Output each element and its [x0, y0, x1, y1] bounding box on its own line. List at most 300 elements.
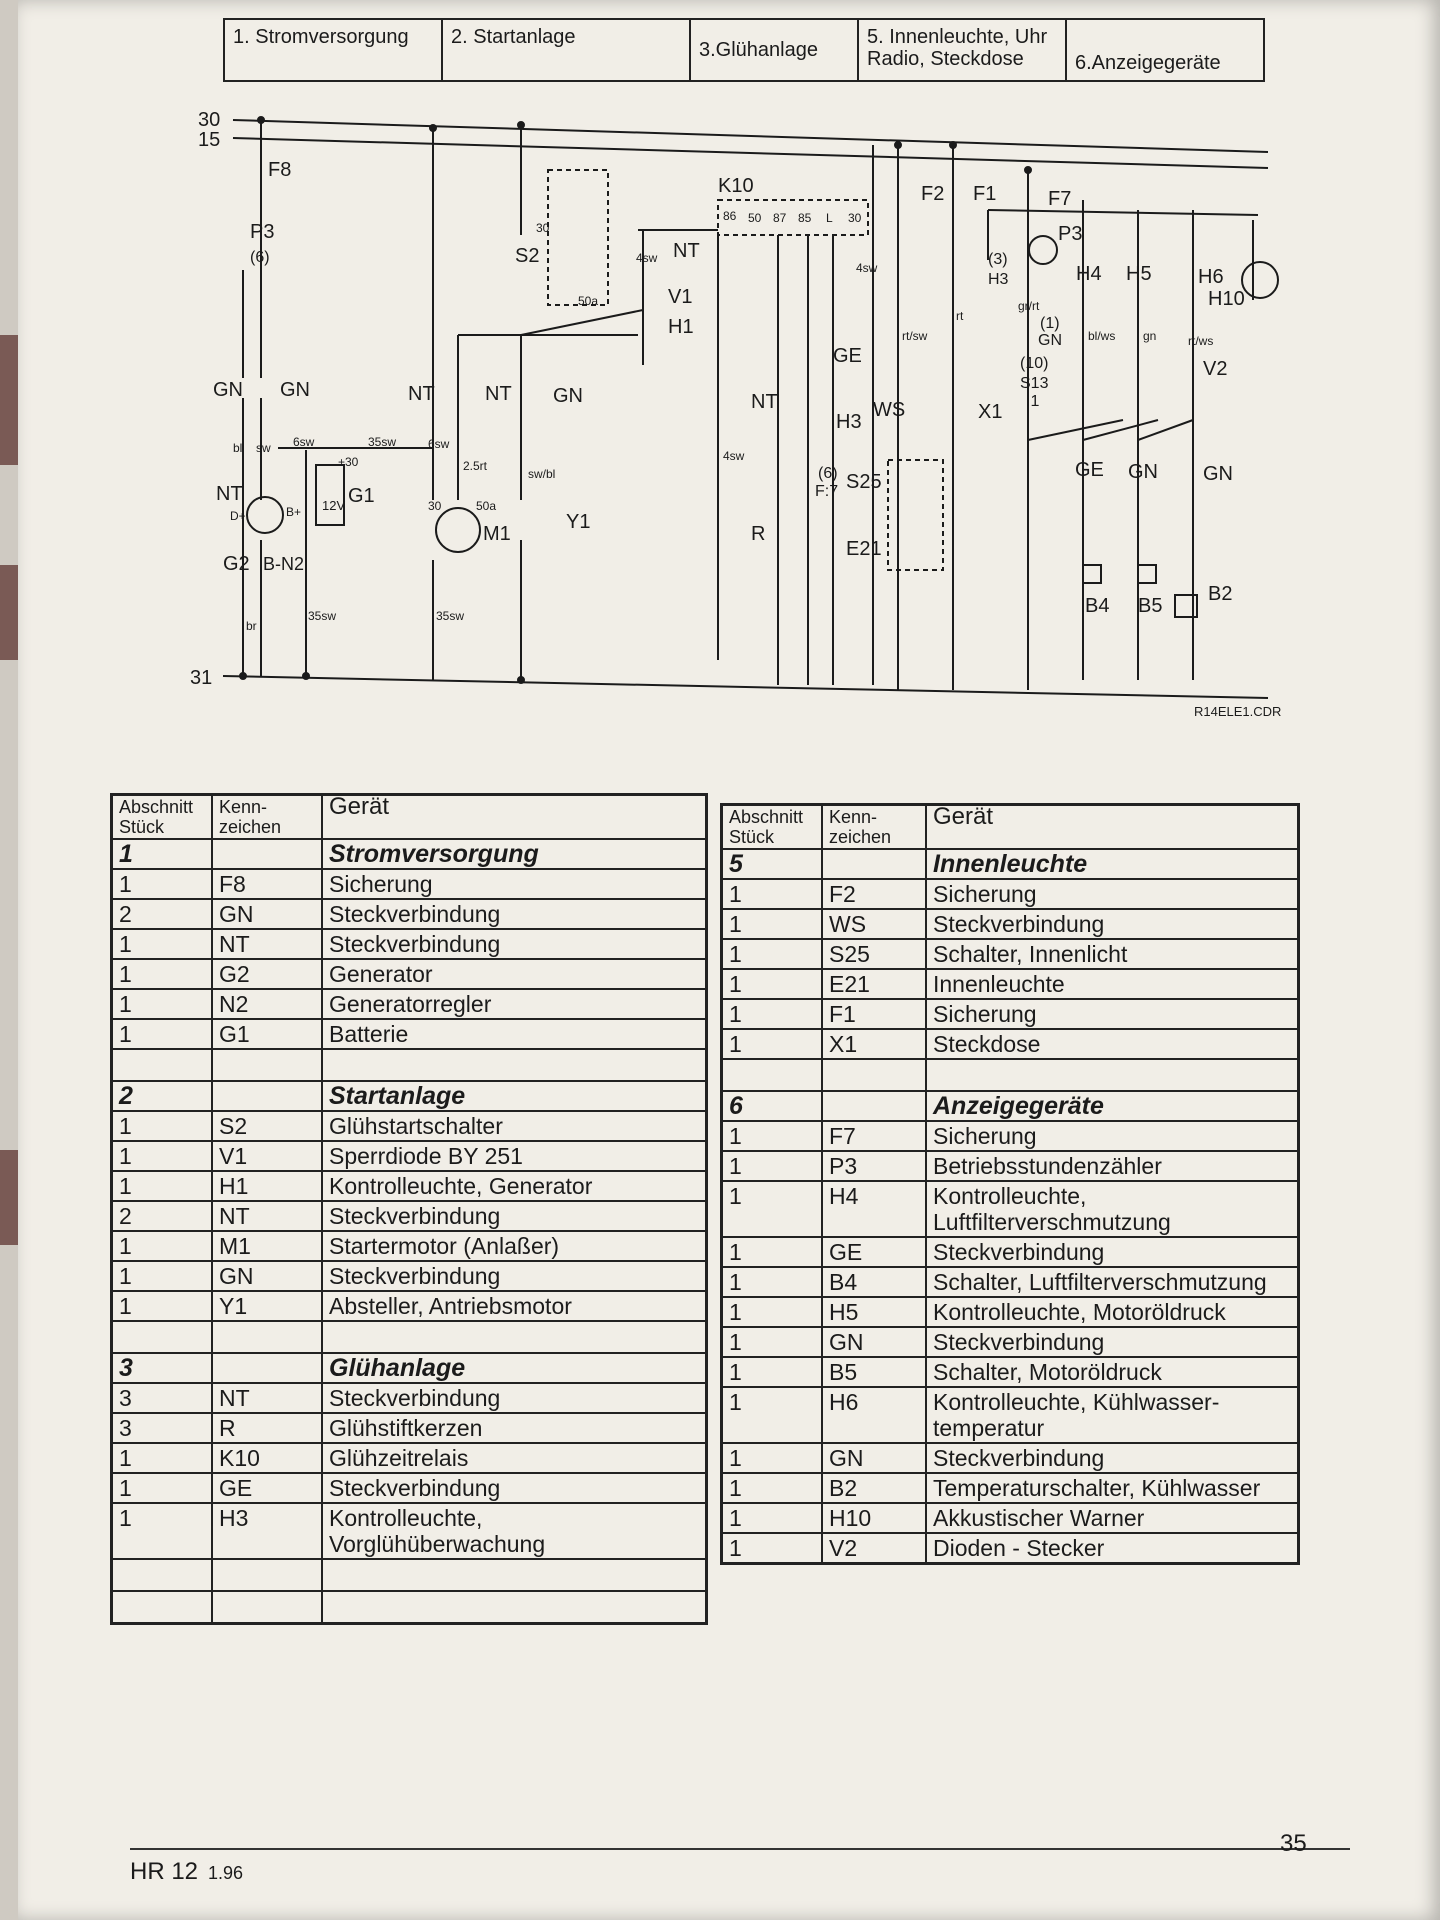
- section-number: 3: [112, 1353, 213, 1383]
- code-cell: GN: [212, 899, 322, 929]
- qty-cell: 1: [112, 989, 213, 1019]
- generator-symbol: [247, 497, 283, 533]
- table-row: [722, 1327, 1299, 1357]
- hour-meter-symbol: [1029, 236, 1057, 264]
- table-row: [722, 939, 1299, 969]
- section-title: Glühanlage: [322, 1353, 707, 1383]
- label-k10: K10: [718, 175, 754, 197]
- table-row: [722, 1267, 1299, 1297]
- wiring-diagram: [18, 0, 1440, 730]
- device-cell: Innenleuchte: [926, 969, 1299, 999]
- qty-cell: 1: [722, 969, 823, 999]
- label-g1: G1: [348, 485, 375, 507]
- code-cell: F2: [822, 879, 926, 909]
- qty-cell: 1: [112, 1443, 213, 1473]
- device-cell: Steckverbindung: [926, 1237, 1299, 1267]
- label-b4: B4: [1085, 595, 1110, 617]
- label-n2: B-N2: [263, 554, 305, 574]
- label-h3-b: H3: [988, 271, 1009, 288]
- code-cell: K10: [212, 1443, 322, 1473]
- label-f7: F7: [1048, 188, 1072, 210]
- header-section-6: 6.Anzeigegeräte: [1066, 19, 1264, 81]
- table-row: [112, 1231, 707, 1261]
- label-b2: B2: [1208, 583, 1233, 605]
- empty-cell: [322, 1559, 707, 1591]
- qty-cell: 1: [112, 1171, 213, 1201]
- label-gn-a: GN: [213, 379, 243, 401]
- qty-cell: 1: [112, 959, 213, 989]
- section-title: Stromversorgung: [322, 839, 707, 869]
- wire-k30: 30: [848, 211, 862, 225]
- empty-cell: [212, 1591, 322, 1624]
- label-s2: S2: [515, 245, 540, 267]
- table-row: [722, 1181, 1299, 1237]
- label-nt-d: NT: [673, 240, 700, 262]
- device-cell: Kontrolleuchte, Generator: [322, 1171, 707, 1201]
- section-row: [112, 1353, 707, 1383]
- rail-15-label: 15: [198, 129, 221, 151]
- qty-cell: 1: [112, 1291, 213, 1321]
- table-row: [112, 1111, 707, 1141]
- wire-50a: 50a: [476, 499, 497, 513]
- manual-page: [18, 0, 1440, 1920]
- code-cell: H10: [822, 1503, 926, 1533]
- table-row: [112, 1019, 707, 1049]
- code-cell: S2: [212, 1111, 322, 1141]
- label-b5: B5: [1138, 595, 1163, 617]
- label-s13-ratio: :1: [1026, 393, 1040, 410]
- device-cell: Kontrolleuchte, Luftfilterverschmutzung: [926, 1181, 1299, 1237]
- table-row: [112, 959, 707, 989]
- empty-cell: [112, 1049, 213, 1081]
- wire-4sw-s2: 4sw: [636, 251, 658, 265]
- table-row: [112, 1413, 707, 1443]
- table-row: [112, 1291, 707, 1321]
- label-h6: H6: [1198, 266, 1224, 288]
- device-cell: Steckverbindung: [322, 1473, 707, 1503]
- table-row: [112, 1171, 707, 1201]
- label-ws: WS: [873, 399, 906, 421]
- s2-switch-box: [548, 170, 608, 305]
- col-header-code: Kenn-zeichen: [212, 795, 322, 840]
- table-row: [722, 1533, 1299, 1564]
- header-section-2: 2. Startanlage: [442, 19, 690, 81]
- device-cell: Batterie: [322, 1019, 707, 1049]
- section-number: 1: [112, 839, 213, 869]
- qty-cell: 1: [722, 1151, 823, 1181]
- code-cell: B2: [822, 1473, 926, 1503]
- empty-row: [112, 1321, 707, 1353]
- code-cell: B5: [822, 1357, 926, 1387]
- label-s13-ref2: (10): [1020, 355, 1049, 372]
- empty-cell: [822, 1059, 926, 1091]
- page-number: 35: [1280, 1830, 1307, 1857]
- code-cell: NT: [212, 929, 322, 959]
- label-gn-f: GN: [1203, 463, 1233, 485]
- label-nt-a: NT: [216, 483, 243, 505]
- qty-cell: 1: [722, 1503, 823, 1533]
- diagram-file-code: R14ELE1.CDR: [1194, 704, 1282, 719]
- label-nt-c: NT: [485, 383, 512, 405]
- table-row: [722, 1029, 1299, 1059]
- section-title: Startanlage: [322, 1081, 707, 1111]
- device-cell: Kontrolleuchte, Kühlwasser-temperatur: [926, 1387, 1299, 1443]
- qty-cell: 1: [722, 1237, 823, 1267]
- qty-cell: 1: [722, 1297, 823, 1327]
- table-row: [112, 1503, 707, 1559]
- device-cell: Sperrdiode BY 251: [322, 1141, 707, 1171]
- code-cell: GN: [212, 1261, 322, 1291]
- label-gn-e: GN: [1128, 461, 1158, 483]
- empty-cell: [322, 1591, 707, 1624]
- qty-cell: 1: [722, 1533, 823, 1564]
- qty-cell: 1: [722, 999, 823, 1029]
- device-cell: Steckverbindung: [322, 1201, 707, 1231]
- qty-cell: 1: [112, 1261, 213, 1291]
- wire-4sw-k: 4sw: [856, 261, 878, 275]
- table-row: [722, 1121, 1299, 1151]
- parts-table-right: [720, 803, 1300, 1565]
- device-cell: Steckverbindung: [322, 1261, 707, 1291]
- footer-model: [130, 1858, 243, 1886]
- qty-cell: 1: [112, 1111, 213, 1141]
- section-row: [112, 839, 707, 869]
- table-row: [112, 899, 707, 929]
- device-cell: Glühstiftkerzen: [322, 1413, 707, 1443]
- code-cell: N2: [212, 989, 322, 1019]
- label-s13: S13: [1020, 375, 1049, 392]
- footer-rule: [130, 1848, 1350, 1850]
- col-header-code: Kenn-zeichen: [822, 805, 926, 850]
- label-m1: M1: [483, 523, 511, 545]
- section-code: [822, 1091, 926, 1121]
- device-cell: Startermotor (Anlaßer): [322, 1231, 707, 1261]
- qty-cell: 1: [112, 1231, 213, 1261]
- device-cell: Akkustischer Warner: [926, 1503, 1299, 1533]
- wire-labels: [230, 209, 1213, 633]
- table-row: [722, 1387, 1299, 1443]
- wire-6sw-v: 6sw: [428, 437, 450, 451]
- table-row: [722, 1503, 1299, 1533]
- wire-br: br: [246, 619, 257, 633]
- label-h3-a: H3: [836, 411, 862, 433]
- device-cell: Sicherung: [926, 1121, 1299, 1151]
- wire-k86: 86: [723, 209, 737, 223]
- device-cell: Sicherung: [926, 999, 1299, 1029]
- label-ge-a: GE: [833, 345, 862, 367]
- code-cell: X1: [822, 1029, 926, 1059]
- device-cell: Steckdose: [926, 1029, 1299, 1059]
- code-cell: R: [212, 1413, 322, 1443]
- rail-30: [233, 120, 1268, 152]
- label-p3-b: P3: [1058, 223, 1083, 245]
- device-cell: Absteller, Antriebsmotor: [322, 1291, 707, 1321]
- table-row: [112, 929, 707, 959]
- section-number: 6: [722, 1091, 823, 1121]
- s25-switch-box: [888, 460, 943, 570]
- label-nt-b: NT: [408, 383, 435, 405]
- device-cell: Sicherung: [926, 879, 1299, 909]
- label-f1: F1: [973, 183, 997, 205]
- label-gn-c: GN: [553, 385, 583, 407]
- code-cell: F1: [822, 999, 926, 1029]
- code-cell: GN: [822, 1327, 926, 1357]
- wire-k87: 87: [773, 211, 787, 225]
- wire-rt: rt: [956, 309, 964, 323]
- qty-cell: 1: [722, 1443, 823, 1473]
- qty-cell: 1: [112, 869, 213, 899]
- empty-cell: [722, 1059, 823, 1091]
- wire-s2-50a: 50a: [578, 294, 599, 308]
- label-p3-ref: (6): [250, 249, 270, 266]
- device-cell: Generator: [322, 959, 707, 989]
- section-code: [212, 839, 322, 869]
- label-y1: Y1: [566, 511, 591, 533]
- table-row: [722, 969, 1299, 999]
- section-title: Innenleuchte: [926, 849, 1299, 879]
- switch-b4-symbol: [1083, 565, 1101, 583]
- code-cell: G2: [212, 959, 322, 989]
- qty-cell: 1: [112, 929, 213, 959]
- qty-cell: 1: [722, 909, 823, 939]
- qty-cell: 3: [112, 1383, 213, 1413]
- label-g2: G2: [223, 553, 250, 575]
- table-row: [722, 1297, 1299, 1327]
- table-row: [112, 1473, 707, 1503]
- label-h5: H5: [1126, 263, 1152, 285]
- empty-row: [722, 1059, 1299, 1091]
- code-cell: H1: [212, 1171, 322, 1201]
- table-row: [722, 909, 1299, 939]
- col-header-qty: Abschnitt Stück: [112, 795, 213, 840]
- label-x1: X1: [978, 401, 1003, 423]
- table-row: [112, 1201, 707, 1231]
- header-section-1: 1. Stromversorgung: [224, 19, 442, 81]
- wire-swbl: sw/bl: [528, 467, 556, 481]
- empty-cell: [212, 1559, 322, 1591]
- wire-gn: gn: [1143, 329, 1157, 343]
- qty-cell: 1: [112, 1503, 213, 1559]
- label-s13-ref1: (1): [1040, 315, 1060, 332]
- qty-cell: 1: [722, 1387, 823, 1443]
- switch-b5-symbol: [1138, 565, 1156, 583]
- code-cell: GE: [822, 1237, 926, 1267]
- header-section-3: 3.Glühanlage: [690, 19, 858, 81]
- section-title: Anzeigegeräte: [926, 1091, 1299, 1121]
- device-cell: Kontrolleuchte, Vorglühüberwachung: [322, 1503, 707, 1559]
- section-code: [822, 849, 926, 879]
- empty-cell: [212, 1049, 322, 1081]
- label-p3: P3: [250, 221, 275, 243]
- device-cell: Steckverbindung: [926, 909, 1299, 939]
- qty-cell: 1: [722, 1357, 823, 1387]
- code-cell: GN: [822, 1443, 926, 1473]
- battery-symbol: [316, 465, 344, 525]
- rail-15: [233, 138, 1268, 168]
- table-row: [722, 1237, 1299, 1267]
- wire-kl: L: [826, 211, 833, 225]
- device-cell: Schalter, Luftfilterverschmutzung: [926, 1267, 1299, 1297]
- label-gn-b: GN: [280, 379, 310, 401]
- code-cell: H4: [822, 1181, 926, 1237]
- section-row: [722, 849, 1299, 879]
- device-cell: Glühzeitrelais: [322, 1443, 707, 1473]
- device-cell: Steckverbindung: [926, 1443, 1299, 1473]
- table-row: [112, 1261, 707, 1291]
- device-cell: Dioden - Stecker: [926, 1533, 1299, 1564]
- label-s25-ref: (6): [818, 465, 838, 482]
- wire-6sw: 6sw: [293, 435, 315, 449]
- qty-cell: 1: [722, 879, 823, 909]
- code-cell: V1: [212, 1141, 322, 1171]
- device-cell: Schalter, Innenlicht: [926, 939, 1299, 969]
- parts-table-left: [110, 793, 708, 1625]
- code-cell: GE: [212, 1473, 322, 1503]
- col-header-device: Gerät: [926, 805, 1299, 850]
- table-row: [722, 1473, 1299, 1503]
- qty-cell: 2: [112, 899, 213, 929]
- label-nt-e: NT: [751, 391, 778, 413]
- label-v2: V2: [1203, 358, 1228, 380]
- code-cell: WS: [822, 909, 926, 939]
- code-cell: NT: [212, 1201, 322, 1231]
- device-cell: Schalter, Motoröldruck: [926, 1357, 1299, 1387]
- wire-30: 30: [428, 499, 442, 513]
- table-row: [112, 1383, 707, 1413]
- wire-sw: sw: [256, 441, 271, 455]
- label-h10: H10: [1208, 288, 1245, 310]
- col-header-device: Gerät: [322, 795, 707, 840]
- device-cell: Steckverbindung: [322, 899, 707, 929]
- device-cell: Betriebsstundenzähler: [926, 1151, 1299, 1181]
- label-s25-ref2: F:7: [815, 483, 839, 500]
- wire-k50: 50: [748, 211, 762, 225]
- wire-4sw: 4sw: [723, 449, 745, 463]
- table-row: [722, 1151, 1299, 1181]
- table-row: [722, 999, 1299, 1029]
- label-f2: F2: [921, 183, 945, 205]
- empty-cell: [322, 1049, 707, 1081]
- col-header-qty: Abschnitt Stück: [722, 805, 823, 850]
- header-section-5: 5. Innenleuchte, Uhr Radio, Steckdose: [858, 19, 1066, 81]
- label-gn-d: GN: [1038, 332, 1062, 349]
- empty-cell: [322, 1321, 707, 1353]
- qty-cell: 1: [722, 1121, 823, 1151]
- rail-30-label: 30: [198, 109, 221, 131]
- qty-cell: 1: [722, 1029, 823, 1059]
- qty-cell: 1: [112, 1473, 213, 1503]
- qty-cell: 2: [112, 1201, 213, 1231]
- device-cell: Steckverbindung: [926, 1327, 1299, 1357]
- code-cell: Y1: [212, 1291, 322, 1321]
- device-cell: Kontrolleuchte, Motoröldruck: [926, 1297, 1299, 1327]
- rail-31: [223, 676, 1268, 698]
- empty-row: [112, 1049, 707, 1081]
- section-number: 2: [112, 1081, 213, 1111]
- wire-35sw: 35sw: [368, 435, 397, 449]
- section-row: [112, 1081, 707, 1111]
- wire-blws: bl/ws: [1088, 329, 1116, 343]
- table-row: [112, 1443, 707, 1473]
- label-v1: V1: [668, 286, 693, 308]
- label-h4: H4: [1076, 263, 1102, 285]
- k10-relay-box: [718, 200, 868, 235]
- section-number: 5: [722, 849, 823, 879]
- device-cell: Steckverbindung: [322, 929, 707, 959]
- table-row: [722, 1443, 1299, 1473]
- label-h1: H1: [668, 316, 694, 338]
- table-row: [112, 989, 707, 1019]
- wire-d-plus: D+: [230, 509, 246, 523]
- qty-cell: 1: [722, 1327, 823, 1357]
- label-h3-ref: (3): [988, 251, 1008, 268]
- footer-date: 1.96: [208, 1863, 244, 1883]
- section-code: [212, 1353, 322, 1383]
- code-cell: NT: [212, 1383, 322, 1413]
- empty-cell: [112, 1591, 213, 1624]
- qty-cell: 1: [722, 1267, 823, 1297]
- wire-rtsw: rt/sw: [902, 329, 928, 343]
- code-cell: F8: [212, 869, 322, 899]
- empty-row: [112, 1591, 707, 1624]
- device-cell: Temperaturschalter, Kühlwasser: [926, 1473, 1299, 1503]
- qty-cell: 1: [112, 1141, 213, 1171]
- section-row: [722, 1091, 1299, 1121]
- label-ge-b: GE: [1075, 459, 1104, 481]
- wire-b-plus: B+: [286, 505, 302, 519]
- qty-cell: 3: [112, 1413, 213, 1443]
- code-cell: H5: [822, 1297, 926, 1327]
- code-cell: P3: [822, 1151, 926, 1181]
- empty-cell: [112, 1321, 213, 1353]
- qty-cell: 1: [722, 939, 823, 969]
- empty-cell: [926, 1059, 1299, 1091]
- starter-motor-symbol: [436, 508, 480, 552]
- label-battery: 12V: [322, 498, 346, 513]
- empty-cell: [212, 1321, 322, 1353]
- device-cell: Sicherung: [322, 869, 707, 899]
- wire-plus30: +30: [338, 455, 359, 469]
- rail-31-label: 31: [190, 667, 213, 689]
- label-f8: F8: [268, 159, 292, 181]
- empty-cell: [112, 1559, 213, 1591]
- label-r: R: [751, 523, 766, 545]
- wire-s2-30: 30: [536, 221, 550, 235]
- wire-grrt: gr/rt: [1018, 299, 1040, 313]
- device-cell: Generatorregler: [322, 989, 707, 1019]
- device-cell: Glühstartschalter: [322, 1111, 707, 1141]
- wire-k85: 85: [798, 211, 812, 225]
- table-row: [112, 869, 707, 899]
- code-cell: H3: [212, 1503, 322, 1559]
- code-cell: S25: [822, 939, 926, 969]
- wire-35sw-v2: 35sw: [436, 609, 465, 623]
- code-cell: M1: [212, 1231, 322, 1261]
- table-row: [722, 879, 1299, 909]
- footer-model-name: HR 12: [130, 1858, 199, 1885]
- wire-25rt: 2.5rt: [463, 459, 488, 473]
- buzzer-symbol: [1242, 262, 1278, 298]
- code-cell: E21: [822, 969, 926, 999]
- diagram-labels: [213, 159, 1281, 719]
- section-code: [212, 1081, 322, 1111]
- qty-cell: 1: [722, 1473, 823, 1503]
- code-cell: B4: [822, 1267, 926, 1297]
- table-row: [722, 1357, 1299, 1387]
- label-s25: S25: [846, 471, 882, 493]
- code-cell: V2: [822, 1533, 926, 1564]
- qty-cell: 1: [112, 1019, 213, 1049]
